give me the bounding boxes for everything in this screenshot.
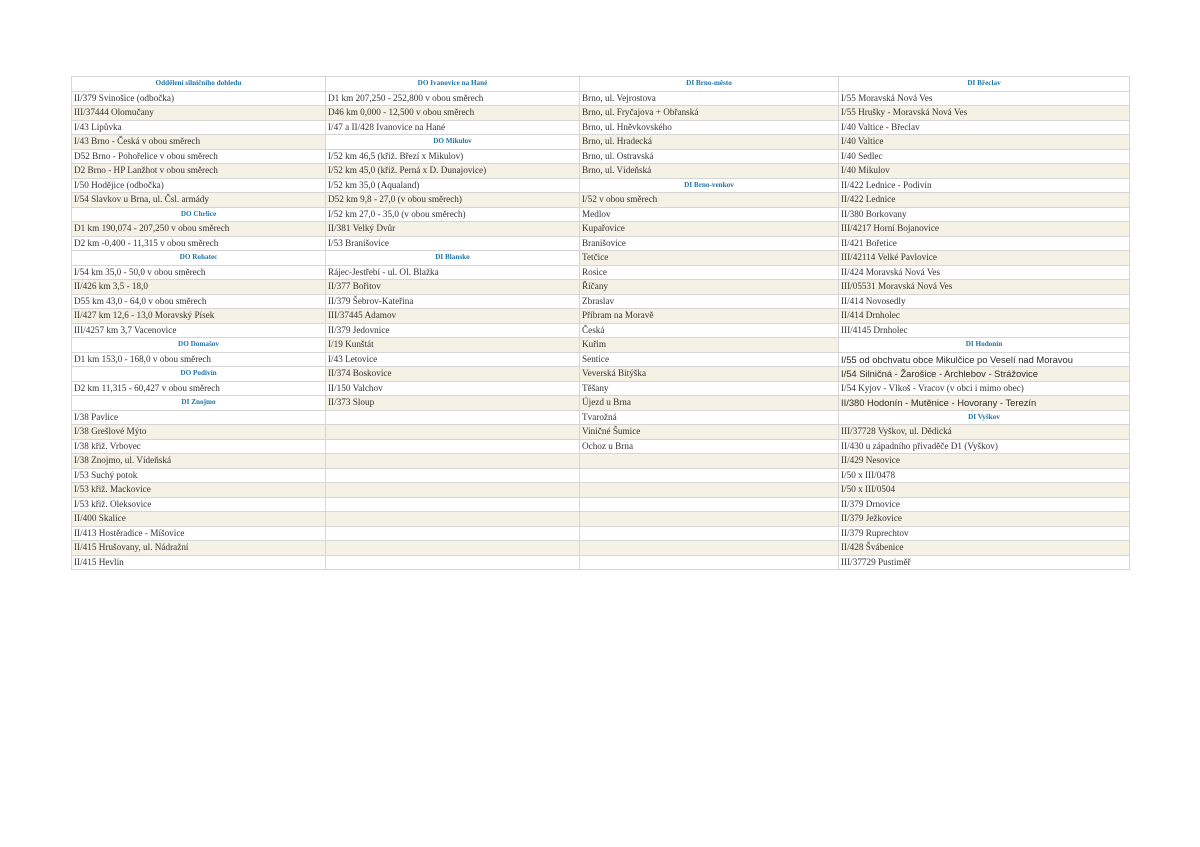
location-cell: D46 km 0,000 - 12,500 v obou směrech — [326, 106, 580, 121]
location-cell: Příbram na Moravě — [580, 309, 839, 324]
empty-cell — [326, 440, 580, 455]
location-cell: II/428 Švábenice — [839, 541, 1130, 556]
empty-cell — [326, 527, 580, 542]
location-cell: Kupařovice — [580, 222, 839, 237]
location-cell: II/380 Hodonín - Mutěnice - Hovorany - Terezín — [839, 396, 1130, 411]
section-header: DO Chrlice — [72, 208, 326, 223]
location-cell: Brno, ul. Hradecká — [580, 135, 839, 150]
location-cell: D2 km 11,315 - 60,427 v obou směrech — [72, 382, 326, 397]
section-header: DI Brno-venkov — [580, 179, 839, 194]
section-header: DO Rohatec — [72, 251, 326, 266]
section-header: Oddělení silničního dohledu — [72, 77, 326, 92]
location-cell: III/4145 Drnholec — [839, 324, 1130, 339]
section-header: DO Mikulov — [326, 135, 580, 150]
empty-cell — [580, 556, 839, 571]
location-cell: I/55 od obchvatu obce Mikulčice po Veselí nad Moravou — [839, 353, 1130, 368]
location-cell: II/150 Valchov — [326, 382, 580, 397]
location-cell: II/415 Hrušovany, ul. Nádražní — [72, 541, 326, 556]
location-cell: I/54 Kyjov - Vlkoš - Vracov (v obci i mimo obec) — [839, 382, 1130, 397]
section-header: DO Ivanovice na Hané — [326, 77, 580, 92]
location-cell: Viničné Šumice — [580, 425, 839, 440]
location-cell: II/414 Novosedly — [839, 295, 1130, 310]
location-cell: II/421 Bořetice — [839, 237, 1130, 252]
location-cell: I/38 Znojmo, ul. Vídeňská — [72, 454, 326, 469]
empty-cell — [580, 483, 839, 498]
location-cell: II/379 Drnovice — [839, 498, 1130, 513]
location-cell: II/427 km 12,6 - 13,0 Moravský Písek — [72, 309, 326, 324]
location-cell: Brno, ul. Hněvkovského — [580, 121, 839, 136]
location-cell: II/373 Sloup — [326, 396, 580, 411]
empty-cell — [326, 512, 580, 527]
empty-cell — [326, 556, 580, 571]
location-cell: Brno, ul. Fryčajova + Obřanská — [580, 106, 839, 121]
location-cell: I/43 Lipůvka — [72, 121, 326, 136]
location-cell: Česká — [580, 324, 839, 339]
location-cell: I/53 Branišovice — [326, 237, 580, 252]
empty-cell — [326, 469, 580, 484]
location-cell: I/40 Valtice - Břeclav — [839, 121, 1130, 136]
location-cell: II/400 Skalice — [72, 512, 326, 527]
section-header: DI Vyškov — [839, 411, 1130, 426]
location-cell: D1 km 153,0 - 168,0 v obou směrech — [72, 353, 326, 368]
location-cell: I/55 Moravská Nová Ves — [839, 92, 1130, 107]
location-cell: I/54 km 35,0 - 50,0 v obou směrech — [72, 266, 326, 281]
location-cell: I/52 km 35,0 (Aqualand) — [326, 179, 580, 194]
location-cell: Újezd u Brna — [580, 396, 839, 411]
location-cell: Veverská Bítýška — [580, 367, 839, 382]
empty-cell — [580, 527, 839, 542]
location-cell: Těšany — [580, 382, 839, 397]
location-cell: II/381 Velký Dvůr — [326, 222, 580, 237]
location-cell: Medlov — [580, 208, 839, 223]
location-cell: II/430 u západního přivaděče D1 (Vyškov) — [839, 440, 1130, 455]
location-cell: I/40 Sedlec — [839, 150, 1130, 165]
empty-cell — [326, 541, 580, 556]
location-cell: D52 Brno - Pohořelice v obou směrech — [72, 150, 326, 165]
location-cell: I/47 a II/428 Ivanovice na Hané — [326, 121, 580, 136]
location-cell: II/380 Borkovany — [839, 208, 1130, 223]
location-cell: I/43 Brno - Česká v obou směrech — [72, 135, 326, 150]
location-cell: Brno, ul. Vídeňská — [580, 164, 839, 179]
section-header: DI Brno-město — [580, 77, 839, 92]
location-cell: I/40 Mikulov — [839, 164, 1130, 179]
location-cell: Zbraslav — [580, 295, 839, 310]
location-cell: II/429 Nesovice — [839, 454, 1130, 469]
location-cell: I/53 křiž. Oleksovice — [72, 498, 326, 513]
empty-cell — [580, 469, 839, 484]
location-cell: Rájec-Jestřebí - ul. Ol. Blažka — [326, 266, 580, 281]
location-cell: II/426 km 3,5 - 18,0 — [72, 280, 326, 295]
location-cell: D52 km 9,8 - 27,0 (v obou směrech) — [326, 193, 580, 208]
location-cell: III/42114 Velké Pavlovice — [839, 251, 1130, 266]
location-cell: D1 km 207,250 - 252,800 v obou směrech — [326, 92, 580, 107]
empty-cell — [580, 541, 839, 556]
location-cell: I/38 Pavlice — [72, 411, 326, 426]
location-cell: Ochoz u Brna — [580, 440, 839, 455]
location-cell: I/50 Hodějice (odbočka) — [72, 179, 326, 194]
location-cell: III/4217 Horní Bojanovice — [839, 222, 1130, 237]
location-cell: I/40 Valtice — [839, 135, 1130, 150]
location-cell: Kuřim — [580, 338, 839, 353]
section-header: DI Blansko — [326, 251, 580, 266]
location-cell: I/52 v obou směrech — [580, 193, 839, 208]
location-cell: I/52 km 45,0 (křiž. Perná x D. Dunajovice) — [326, 164, 580, 179]
location-cell: I/50 x III/0478 — [839, 469, 1130, 484]
empty-cell — [326, 425, 580, 440]
location-cell: III/37445 Adamov — [326, 309, 580, 324]
location-cell: II/379 Svinošice (odbočka) — [72, 92, 326, 107]
location-cell: II/422 Lednice — [839, 193, 1130, 208]
location-cell: III/37729 Pustiměř — [839, 556, 1130, 571]
section-header: DI Hodonín — [839, 338, 1130, 353]
location-cell: I/38 křiž. Vrbovec — [72, 440, 326, 455]
location-cell: I/53 Suchý potok — [72, 469, 326, 484]
location-cell: Brno, ul. Vejrostova — [580, 92, 839, 107]
location-cell: I/19 Kunštát — [326, 338, 580, 353]
location-cell: III/4257 km 3,7 Vacenovice — [72, 324, 326, 339]
empty-cell — [326, 483, 580, 498]
location-cell: III/37728 Vyškov, ul. Dědická — [839, 425, 1130, 440]
location-cell: Tetčice — [580, 251, 839, 266]
empty-cell — [326, 454, 580, 469]
location-cell: Branišovice — [580, 237, 839, 252]
location-cell: II/374 Boskovice — [326, 367, 580, 382]
location-cell: II/413 Hostěradice - Míšovice — [72, 527, 326, 542]
location-cell: Brno, ul. Ostravská — [580, 150, 839, 165]
location-cell: I/50 x III/0504 — [839, 483, 1130, 498]
location-cell: II/379 Ruprechtov — [839, 527, 1130, 542]
empty-cell — [580, 512, 839, 527]
location-cell: I/54 Slavkov u Brna, ul. Čsl. armády — [72, 193, 326, 208]
location-cell: II/379 Ježkovice — [839, 512, 1130, 527]
location-cell: I/53 křiž. Mackovice — [72, 483, 326, 498]
location-cell: D2 Brno - HP Lanžhot v obou směrech — [72, 164, 326, 179]
location-cell: Tvarožná — [580, 411, 839, 426]
location-cell: Říčany — [580, 280, 839, 295]
location-cell: I/43 Letovice — [326, 353, 580, 368]
location-cell: D1 km 190,074 - 207,250 v obou směrech — [72, 222, 326, 237]
location-cell: I/52 km 46,5 (křiž. Březí x Mikulov) — [326, 150, 580, 165]
location-cell: I/38 Grešlové Mýto — [72, 425, 326, 440]
section-header: DO Podivín — [72, 367, 326, 382]
empty-cell — [580, 498, 839, 513]
location-cell: Sentice — [580, 353, 839, 368]
location-cell: III/05531 Moravská Nová Ves — [839, 280, 1130, 295]
location-cell: II/414 Drnholec — [839, 309, 1130, 324]
location-cell: D55 km 43,0 - 64,0 v obou směrech — [72, 295, 326, 310]
location-cell: I/54 Silničná - Žarošice - Archlebov - Strážovice — [839, 367, 1130, 382]
empty-cell — [580, 454, 839, 469]
location-cell: II/422 Lednice - Podivín — [839, 179, 1130, 194]
empty-cell — [326, 411, 580, 426]
section-header: DI Břeclav — [839, 77, 1130, 92]
location-cell: I/55 Hrušky - Moravská Nová Ves — [839, 106, 1130, 121]
section-header: DI Znojmo — [72, 396, 326, 411]
section-header: DO Domašov — [72, 338, 326, 353]
location-cell: II/424 Moravská Nová Ves — [839, 266, 1130, 281]
location-cell: II/377 Bořitov — [326, 280, 580, 295]
location-cell: II/415 Hevlín — [72, 556, 326, 571]
location-cell: I/52 km 27,0 - 35,0 (v obou směrech) — [326, 208, 580, 223]
location-cell: II/379 Jedovnice — [326, 324, 580, 339]
location-cell: D2 km -0,400 - 11,315 v obou směrech — [72, 237, 326, 252]
location-cell: Rosice — [580, 266, 839, 281]
empty-cell — [326, 498, 580, 513]
inspection-locations-table — [71, 76, 1130, 570]
location-cell: II/379 Šebrov-Kateřina — [326, 295, 580, 310]
location-cell: III/37444 Olomučany — [72, 106, 326, 121]
